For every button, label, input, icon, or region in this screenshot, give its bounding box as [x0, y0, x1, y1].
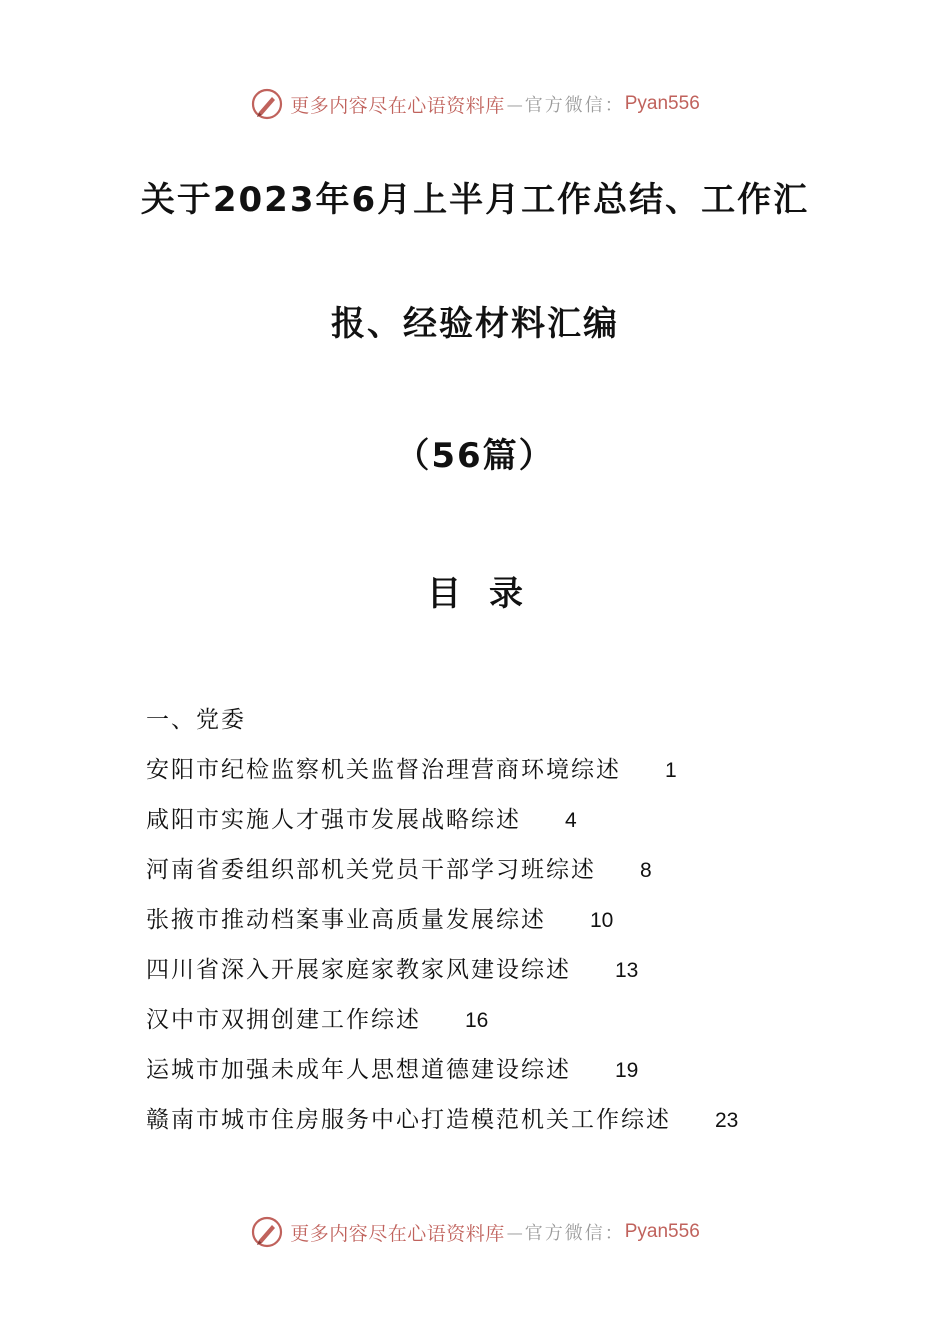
watermark-wechat-id: Pyan556 — [624, 1221, 700, 1242]
toc-item-title: 张掖市推动档案事业高质量发展综述 — [146, 907, 546, 933]
watermark-wechat-label: 官方微信： — [524, 95, 625, 116]
toc-item-page: 19 — [615, 1059, 639, 1082]
toc-item[interactable] — [146, 1100, 846, 1150]
toc-item-title: 安阳市纪检监察机关监督治理营商环境综述 — [146, 757, 621, 783]
toc-item-page: 10 — [590, 909, 614, 932]
toc-item-page: 1 — [665, 759, 677, 782]
pen-logo-icon — [250, 1215, 284, 1249]
toc-item-page: 8 — [640, 859, 652, 882]
toc-item[interactable] — [146, 1050, 846, 1100]
toc-item-title: 咸阳市实施人才强市发展战略综述 — [146, 807, 521, 833]
toc-item-page: 23 — [715, 1109, 739, 1132]
document-title-line-1: 关于2023年6月上半月工作总结、工作汇 — [140, 180, 810, 220]
document-title-line-2: 报、经验材料汇编 — [331, 304, 619, 344]
document-title-count: （56篇） — [395, 436, 555, 476]
pen-logo-icon — [250, 87, 284, 121]
watermark-text: 更多内容尽在心语资料库 — [290, 1222, 505, 1245]
toc-item[interactable] — [146, 800, 846, 850]
watermark-header — [0, 84, 950, 124]
watermark-text: 更多内容尽在心语资料库 — [290, 94, 505, 117]
toc-item-title: 四川省深入开展家庭家教家风建设综述 — [146, 957, 571, 983]
toc-item[interactable] — [146, 900, 846, 950]
watermark-dash: — — [506, 1222, 523, 1242]
toc-item[interactable] — [146, 1000, 846, 1050]
toc-item-page: 4 — [565, 809, 577, 832]
toc-item-page: 13 — [615, 959, 639, 982]
toc-item-title: 汉中市双拥创建工作综述 — [146, 1007, 421, 1033]
watermark-footer — [0, 1212, 950, 1252]
toc-section-title: 一、党委 — [146, 707, 246, 733]
toc-item-page: 16 — [465, 1009, 489, 1032]
table-of-contents — [146, 700, 846, 1150]
watermark-dash: — — [506, 94, 523, 114]
toc-heading: 目录 — [427, 574, 551, 614]
toc-item[interactable] — [146, 850, 846, 900]
toc-item-title: 运城市加强未成年人思想道德建设综述 — [146, 1057, 571, 1083]
toc-item-title: 河南省委组织部机关党员干部学习班综述 — [146, 857, 596, 883]
toc-item[interactable] — [146, 750, 846, 800]
watermark-wechat-id: Pyan556 — [624, 93, 700, 114]
watermark-wechat-label: 官方微信： — [524, 1223, 625, 1244]
toc-item-title: 赣南市城市住房服务中心打造模范机关工作综述 — [146, 1107, 671, 1133]
toc-item[interactable] — [146, 950, 846, 1000]
